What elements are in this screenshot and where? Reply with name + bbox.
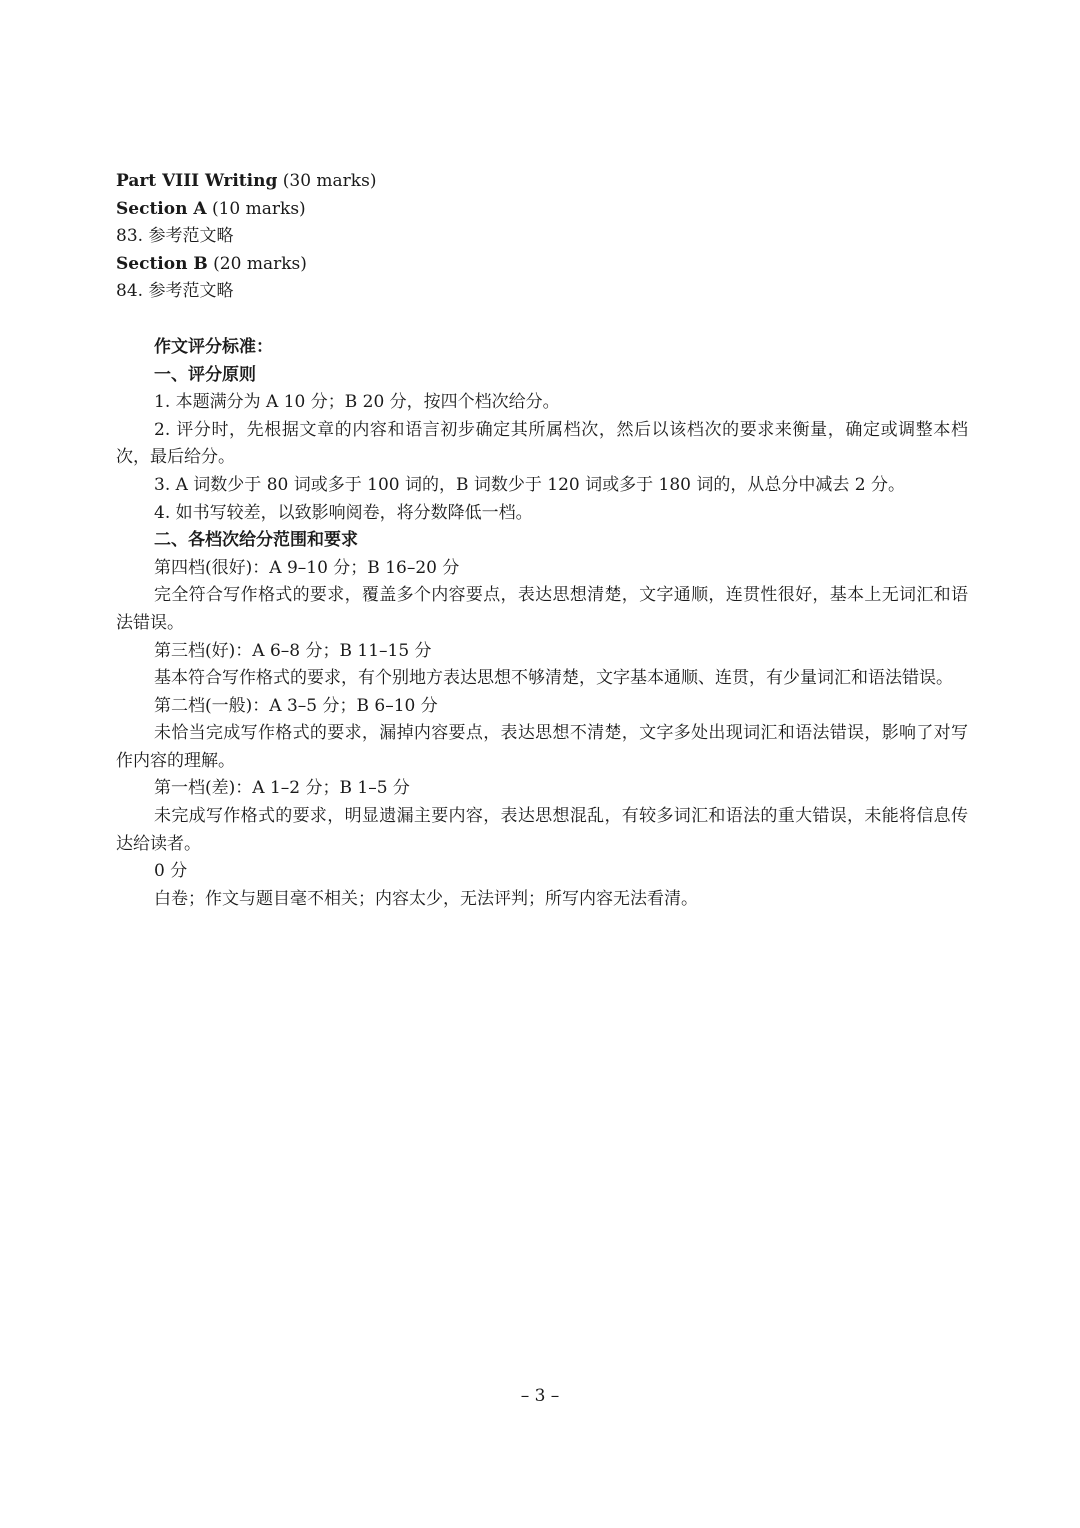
part-title: Part VIII Writing [116, 171, 278, 191]
principle-1: 1. 本题满分为 A 10 分；B 20 分，按四个档次给分。 [154, 392, 560, 413]
criteria-title: 作文评分标准： [154, 336, 273, 357]
section-b-title: Section B [116, 253, 208, 274]
section-a-heading [116, 196, 968, 224]
section-a-title: Section A [116, 198, 207, 219]
part-heading [116, 168, 968, 196]
level-0-desc: 白卷；作文与题目毫不相关；内容太少，无法评判；所写内容无法看清。 [154, 888, 698, 909]
principle-3: 3. A 词数少于 80 词或多于 100 词的，B 词数少于 120 词或多于 180 词的，从总分中减去 2 分。 [154, 474, 906, 495]
part-marks: (30 marks) [277, 171, 377, 191]
item-83: 83. 参考范文略 [116, 226, 234, 247]
level-4-desc: 完全符合写作格式的要求，覆盖多个内容要点，表达思想清楚，文字通顺，连贯性很好，基本上无词汇和语法错误。 [116, 585, 968, 633]
level-0-label: 0 分 [154, 861, 188, 882]
spacer [116, 306, 968, 334]
page-number: – 3 – [520, 1386, 560, 1406]
principle-2: 2. 评分时，先根据文章的内容和语言初步确定其所属档次，然后以该档次的要求来衡量，确定或调整本档次，最后给分。 [116, 419, 968, 468]
section-a-marks: (10 marks) [206, 198, 306, 219]
levels-heading: 二、各档次给分范围和要求 [154, 530, 358, 551]
item-84: 84. 参考范文略 [116, 281, 234, 302]
level-3-desc: 基本符合写作格式的要求，有个别地方表达思想不够清楚，文字基本通顺、连贯，有少量词汇和语法错误。 [154, 668, 953, 689]
level-1-label: 第一档(差)：A 1–2 分；B 1–5 分 [154, 778, 410, 799]
principles-heading: 一、评分原则 [154, 364, 256, 385]
page-content [116, 168, 968, 913]
level-2-desc: 未恰当完成写作格式的要求，漏掉内容要点，表达思想不清楚，文字多处出现词汇和语法错误，影响了对写作内容的理解。 [116, 723, 968, 771]
level-2-label: 第二档(一般)：A 3–5 分；B 6–10 分 [154, 695, 438, 716]
section-b-marks: (20 marks) [207, 253, 307, 274]
section-b-heading [116, 251, 968, 279]
principle-4: 4. 如书写较差，以致影响阅卷，将分数降低一档。 [154, 502, 533, 523]
level-1-desc: 未完成写作格式的要求，明显遗漏主要内容，表达思想混乱，有较多词汇和语法的重大错误，未能将信息传达给读者。 [116, 806, 968, 854]
level-3-label: 第三档(好)：A 6–8 分；B 11–15 分 [154, 640, 432, 661]
level-4-label: 第四档(很好)：A 9–10 分；B 16–20 分 [154, 557, 460, 578]
